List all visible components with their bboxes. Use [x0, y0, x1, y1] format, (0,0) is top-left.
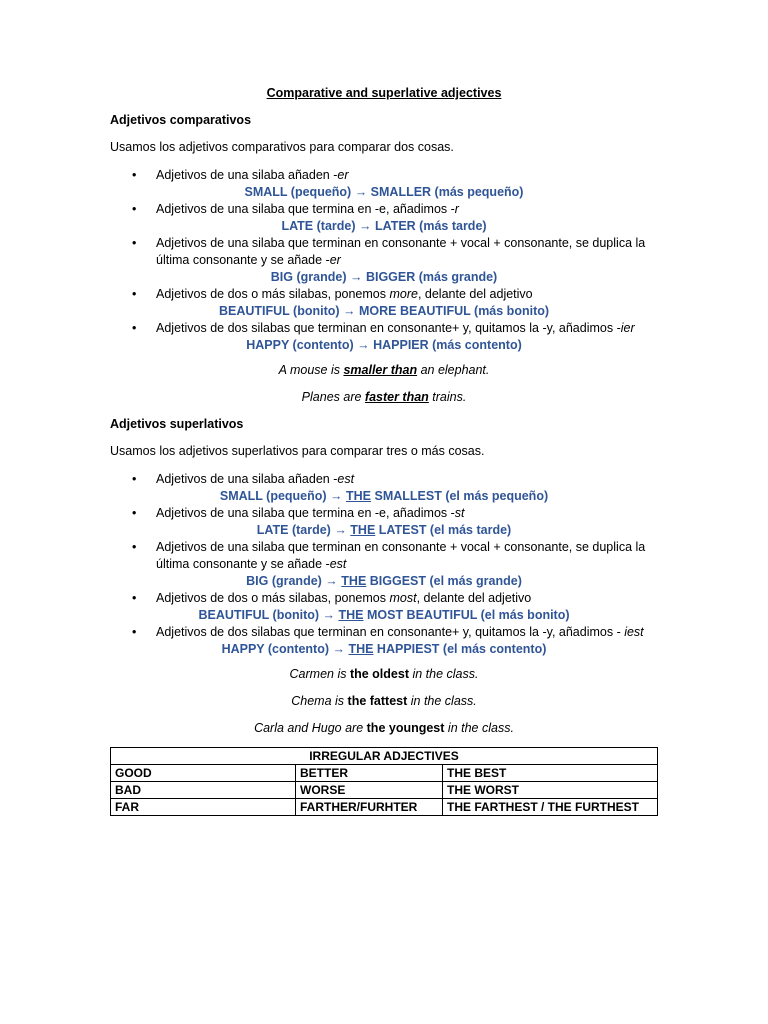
rule-description: Adjetivos de una silaba que terminan en consonante + vocal + consonante, se duplica la última consonante y se añade -: [156, 540, 646, 571]
arrow-right-icon: →: [339, 304, 359, 318]
bullet-icon: •: [132, 236, 137, 250]
rule-item: [110, 320, 658, 354]
rule-suffix: more: [389, 287, 418, 301]
rule-example: [110, 573, 658, 590]
rule-item: [110, 235, 658, 286]
example-base: BIG (grande): [270, 270, 347, 284]
example-sentence: [110, 362, 658, 379]
bullet-icon: •: [132, 625, 137, 639]
example-the: THE: [338, 608, 364, 622]
rule-text: [156, 320, 658, 337]
rule-suffix: est: [337, 472, 355, 486]
example-base: BEAUTIFUL (bonito): [218, 304, 340, 318]
table-cell: GOOD: [111, 765, 296, 782]
example-result: HAPPIER (más contento): [373, 338, 522, 352]
table-cell: WORSE: [296, 782, 443, 799]
rule-example: [110, 303, 658, 320]
sentence-before: Carmen is: [289, 667, 350, 681]
example-sentence: [110, 693, 658, 710]
rule-example: [110, 184, 658, 201]
rule-description-after: , delante del adjetivo: [416, 591, 532, 605]
rule-suffix: r: [454, 202, 459, 216]
rule-text: [156, 286, 658, 303]
arrow-right-icon: →: [330, 523, 351, 537]
rule-example: [110, 607, 658, 624]
rule-suffix: er: [337, 168, 349, 182]
table-cell: BETTER: [296, 765, 443, 782]
table-cell: FAR: [111, 799, 296, 816]
superlativos-heading: Adjetivos superlativos: [110, 417, 244, 431]
comparativos-rules: [110, 167, 658, 354]
example-the: THE: [341, 574, 367, 588]
rule-suffix: most: [389, 591, 417, 605]
arrow-right-icon: →: [326, 489, 347, 503]
table-cell: THE BEST: [443, 765, 658, 782]
sentence-after: in the class.: [409, 667, 479, 681]
example-base: HAPPY (contento): [221, 642, 333, 656]
arrow-right-icon: →: [355, 219, 375, 233]
example-result: HAPPIEST (el más contento): [373, 642, 547, 656]
sentence-highlight: smaller than: [343, 363, 418, 377]
rule-description: Adjetivos de dos o más silabas, ponemos: [156, 591, 390, 605]
rule-item: [110, 505, 658, 539]
example-base: BEAUTIFUL (bonito): [198, 608, 320, 622]
rule-text: [156, 201, 658, 218]
table-cell: BAD: [111, 782, 296, 799]
rule-suffix: iest: [624, 625, 644, 639]
bullet-icon: •: [132, 321, 137, 335]
sentence-highlight: the fattest: [347, 694, 408, 708]
example-the: THE: [346, 489, 372, 503]
sentence-after: in the class.: [407, 694, 477, 708]
bullet-icon: •: [132, 202, 137, 216]
arrow-right-icon: →: [351, 185, 371, 199]
sentence-highlight: the youngest: [366, 721, 445, 735]
rule-suffix: st: [454, 506, 465, 520]
sentence-after: trains.: [428, 390, 467, 404]
rule-description: Adjetivos de una silaba que termina en -e, añadimos -: [156, 202, 455, 216]
example-sentence: [110, 720, 658, 737]
rule-example: [110, 522, 658, 539]
table-cell: THE FARTHEST / THE FURTHEST: [443, 799, 658, 816]
sentence-after: in the class.: [444, 721, 514, 735]
arrow-right-icon: →: [325, 574, 342, 588]
rule-text: [156, 590, 658, 607]
example-result: MORE BEAUTIFUL (más bonito): [358, 304, 550, 318]
example-result: LATEST (el más tarde): [375, 523, 512, 537]
sentence-highlight: faster than: [364, 390, 429, 404]
example-the: THE: [348, 642, 374, 656]
comparativos-intro: Usamos los adjetivos comparativos para comparar dos cosas.: [110, 140, 454, 154]
example-result: BIGGER (más grande): [365, 270, 498, 284]
example-base: BIG (grande): [246, 574, 326, 588]
rule-item: [110, 286, 658, 320]
arrow-right-icon: →: [346, 270, 366, 284]
rule-item: [110, 539, 658, 590]
rule-text: [156, 235, 658, 269]
irregular-table-header: IRREGULAR ADJECTIVES: [111, 748, 658, 765]
rule-example: [110, 641, 658, 658]
document-title: Comparative and superlative adjectives: [266, 86, 502, 100]
table-cell: THE WORST: [443, 782, 658, 799]
rule-description: Adjetivos de una silaba añaden -: [156, 472, 338, 486]
example-result: MOST BEAUTIFUL (el más bonito): [363, 608, 570, 622]
rule-text: [156, 471, 658, 488]
rule-text: [156, 167, 658, 184]
rule-item: [110, 590, 658, 624]
rule-example: [110, 488, 658, 505]
rule-suffix: est: [329, 557, 347, 571]
example-sentence: [110, 389, 658, 406]
rule-item: [110, 201, 658, 235]
arrow-right-icon: →: [353, 338, 374, 352]
table-row: [111, 799, 658, 816]
rule-example: [110, 269, 658, 286]
comparativos-heading: Adjetivos comparativos: [110, 113, 252, 127]
rule-suffix: er: [329, 253, 341, 267]
rule-description: Adjetivos de una silaba añaden -: [156, 168, 338, 182]
rule-text: [156, 539, 658, 573]
example-base: SMALL (pequeño): [244, 185, 352, 199]
example-the: THE: [350, 523, 376, 537]
bullet-icon: •: [132, 472, 137, 486]
rule-example: [110, 337, 658, 354]
rule-description: Adjetivos de una silaba que termina en -e, añadimos -: [156, 506, 455, 520]
example-result: SMALLER (más pequeño): [370, 185, 524, 199]
bullet-icon: •: [132, 540, 137, 554]
sentence-before: Carla and Hugo are: [254, 721, 367, 735]
rule-description: Adjetivos de dos silabas que terminan en consonante+ y, quitamos la -y, añadimos -: [156, 625, 625, 639]
rule-item: [110, 471, 658, 505]
table-cell: FARTHER/FURHTER: [296, 799, 443, 816]
comparativos-sentences: [110, 362, 658, 406]
sentence-after: an elephant.: [417, 363, 490, 377]
sentence-before: Chema is: [291, 694, 348, 708]
rule-suffix: ier: [620, 321, 635, 335]
sentence-highlight: the oldest: [349, 667, 409, 681]
rule-description: Adjetivos de una silaba que terminan en consonante + vocal + consonante, se duplica la última consonante y se añade -: [156, 236, 646, 267]
irregular-adjectives-table: [110, 747, 658, 816]
table-row: [111, 765, 658, 782]
example-base: HAPPY (contento): [246, 338, 354, 352]
table-row: [111, 782, 658, 799]
rule-example: [110, 218, 658, 235]
bullet-icon: •: [132, 591, 137, 605]
rule-item: [110, 624, 658, 658]
arrow-right-icon: →: [319, 608, 339, 622]
rule-description: Adjetivos de dos silabas que terminan en consonante+ y, quitamos la -y, añadimos -: [156, 321, 621, 335]
example-base: LATE (tarde): [256, 523, 331, 537]
bullet-icon: •: [132, 168, 137, 182]
arrow-right-icon: →: [332, 642, 349, 656]
bullet-icon: •: [132, 287, 137, 301]
example-result: LATER (más tarde): [374, 219, 487, 233]
rule-item: [110, 167, 658, 201]
sentence-before: Planes are: [301, 390, 365, 404]
superlativos-sentences: [110, 666, 658, 737]
rule-description: Adjetivos de dos o más silabas, ponemos: [156, 287, 390, 301]
example-base: SMALL (pequeño): [219, 489, 327, 503]
bullet-icon: •: [132, 506, 137, 520]
example-result: BIGGEST (el más grande): [366, 574, 522, 588]
sentence-before: A mouse is: [278, 363, 344, 377]
superlativos-intro: Usamos los adjetivos superlativos para comparar tres o más cosas.: [110, 444, 485, 458]
example-base: LATE (tarde): [281, 219, 356, 233]
superlativos-rules: [110, 471, 658, 658]
rule-text: [156, 505, 658, 522]
example-sentence: [110, 666, 658, 683]
rule-description-after: , delante del adjetivo: [417, 287, 533, 301]
rule-text: [156, 624, 658, 641]
document-page: [110, 85, 658, 816]
example-result: SMALLEST (el más pequeño): [371, 489, 549, 503]
